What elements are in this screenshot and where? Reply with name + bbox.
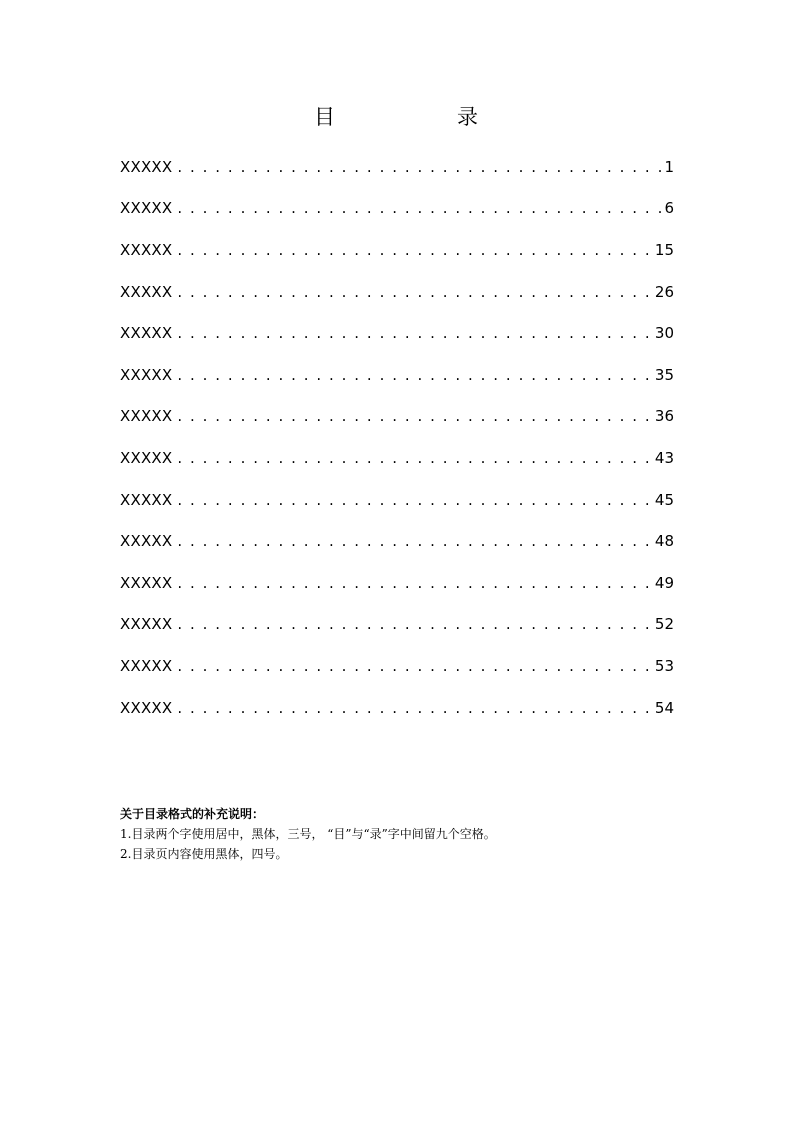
toc-title-char-1: 目 — [314, 105, 335, 129]
toc-entry-leader — [177, 155, 661, 179]
notes-line-1: 1.目录两个字使用居中，黑体，三号， “目”与“录”字中间留九个空格。 — [120, 827, 496, 841]
toc-entry — [120, 645, 674, 687]
toc-title-char-2: 录 — [457, 105, 478, 129]
toc-entry-label: XXXXX — [120, 199, 173, 218]
toc-entry-leader — [177, 529, 652, 553]
toc-entry-leader — [177, 238, 652, 262]
toc-entry-leader — [177, 280, 652, 304]
toc-entry-leader — [177, 654, 652, 678]
toc-entry-leader — [177, 321, 652, 345]
toc-entry-label: XXXXX — [120, 573, 173, 592]
toc-entry-page: 6 — [664, 199, 674, 218]
toc-entry-page: 53 — [654, 656, 674, 675]
toc-entry — [120, 271, 674, 313]
toc-entry-label: XXXXX — [120, 448, 173, 467]
toc-entry — [120, 354, 674, 396]
toc-entry — [120, 396, 674, 438]
toc-entry — [120, 146, 674, 188]
toc-entry-page: 48 — [654, 532, 674, 551]
toc-title — [0, 102, 793, 132]
toc-entry — [120, 312, 674, 354]
toc-entry-page: 49 — [654, 573, 674, 592]
toc-entry-leader — [177, 612, 652, 636]
toc-entry-label: XXXXX — [120, 656, 173, 675]
notes-title: 关于目录格式的补充说明： — [120, 807, 265, 821]
toc-entry-leader — [177, 571, 652, 595]
toc-entry-page: 30 — [654, 324, 674, 343]
toc-entry-leader — [177, 488, 652, 512]
toc-entry — [120, 604, 674, 646]
toc-entry-page: 52 — [654, 615, 674, 634]
toc-entry-label: XXXXX — [120, 365, 173, 384]
toc-entry — [120, 562, 674, 604]
toc-entry-page: 15 — [654, 240, 674, 259]
toc-entry-label: XXXXX — [120, 490, 173, 509]
toc-entry-page: 1 — [664, 157, 674, 176]
toc-entry-page: 54 — [654, 698, 674, 717]
toc-entry-page: 43 — [654, 448, 674, 467]
toc-entry — [120, 520, 674, 562]
toc-entry-label: XXXXX — [120, 615, 173, 634]
format-notes — [120, 804, 680, 864]
toc-entry-label: XXXXX — [120, 240, 173, 259]
toc-entry-leader — [177, 404, 652, 428]
toc-entry-leader — [177, 696, 652, 720]
toc-entry-label: XXXXX — [120, 157, 173, 176]
toc-entry-leader — [177, 196, 661, 220]
toc-entry-leader — [177, 446, 652, 470]
toc-entry — [120, 229, 674, 271]
toc-entry — [120, 437, 674, 479]
toc-entry-page: 26 — [654, 282, 674, 301]
toc-entry-label: XXXXX — [120, 698, 173, 717]
toc-entry — [120, 188, 674, 230]
toc-entry — [120, 687, 674, 729]
toc-entry-leader — [177, 363, 652, 387]
toc-entry-page: 36 — [654, 407, 674, 426]
toc-list — [120, 146, 674, 728]
toc-entry-page: 45 — [654, 490, 674, 509]
toc-entry-label: XXXXX — [120, 324, 173, 343]
toc-entry-label: XXXXX — [120, 532, 173, 551]
toc-entry-page: 35 — [654, 365, 674, 384]
notes-line-2: 2.目录页内容使用黑体，四号。 — [120, 847, 288, 861]
toc-entry-label: XXXXX — [120, 407, 173, 426]
toc-entry-label: XXXXX — [120, 282, 173, 301]
toc-entry — [120, 479, 674, 521]
